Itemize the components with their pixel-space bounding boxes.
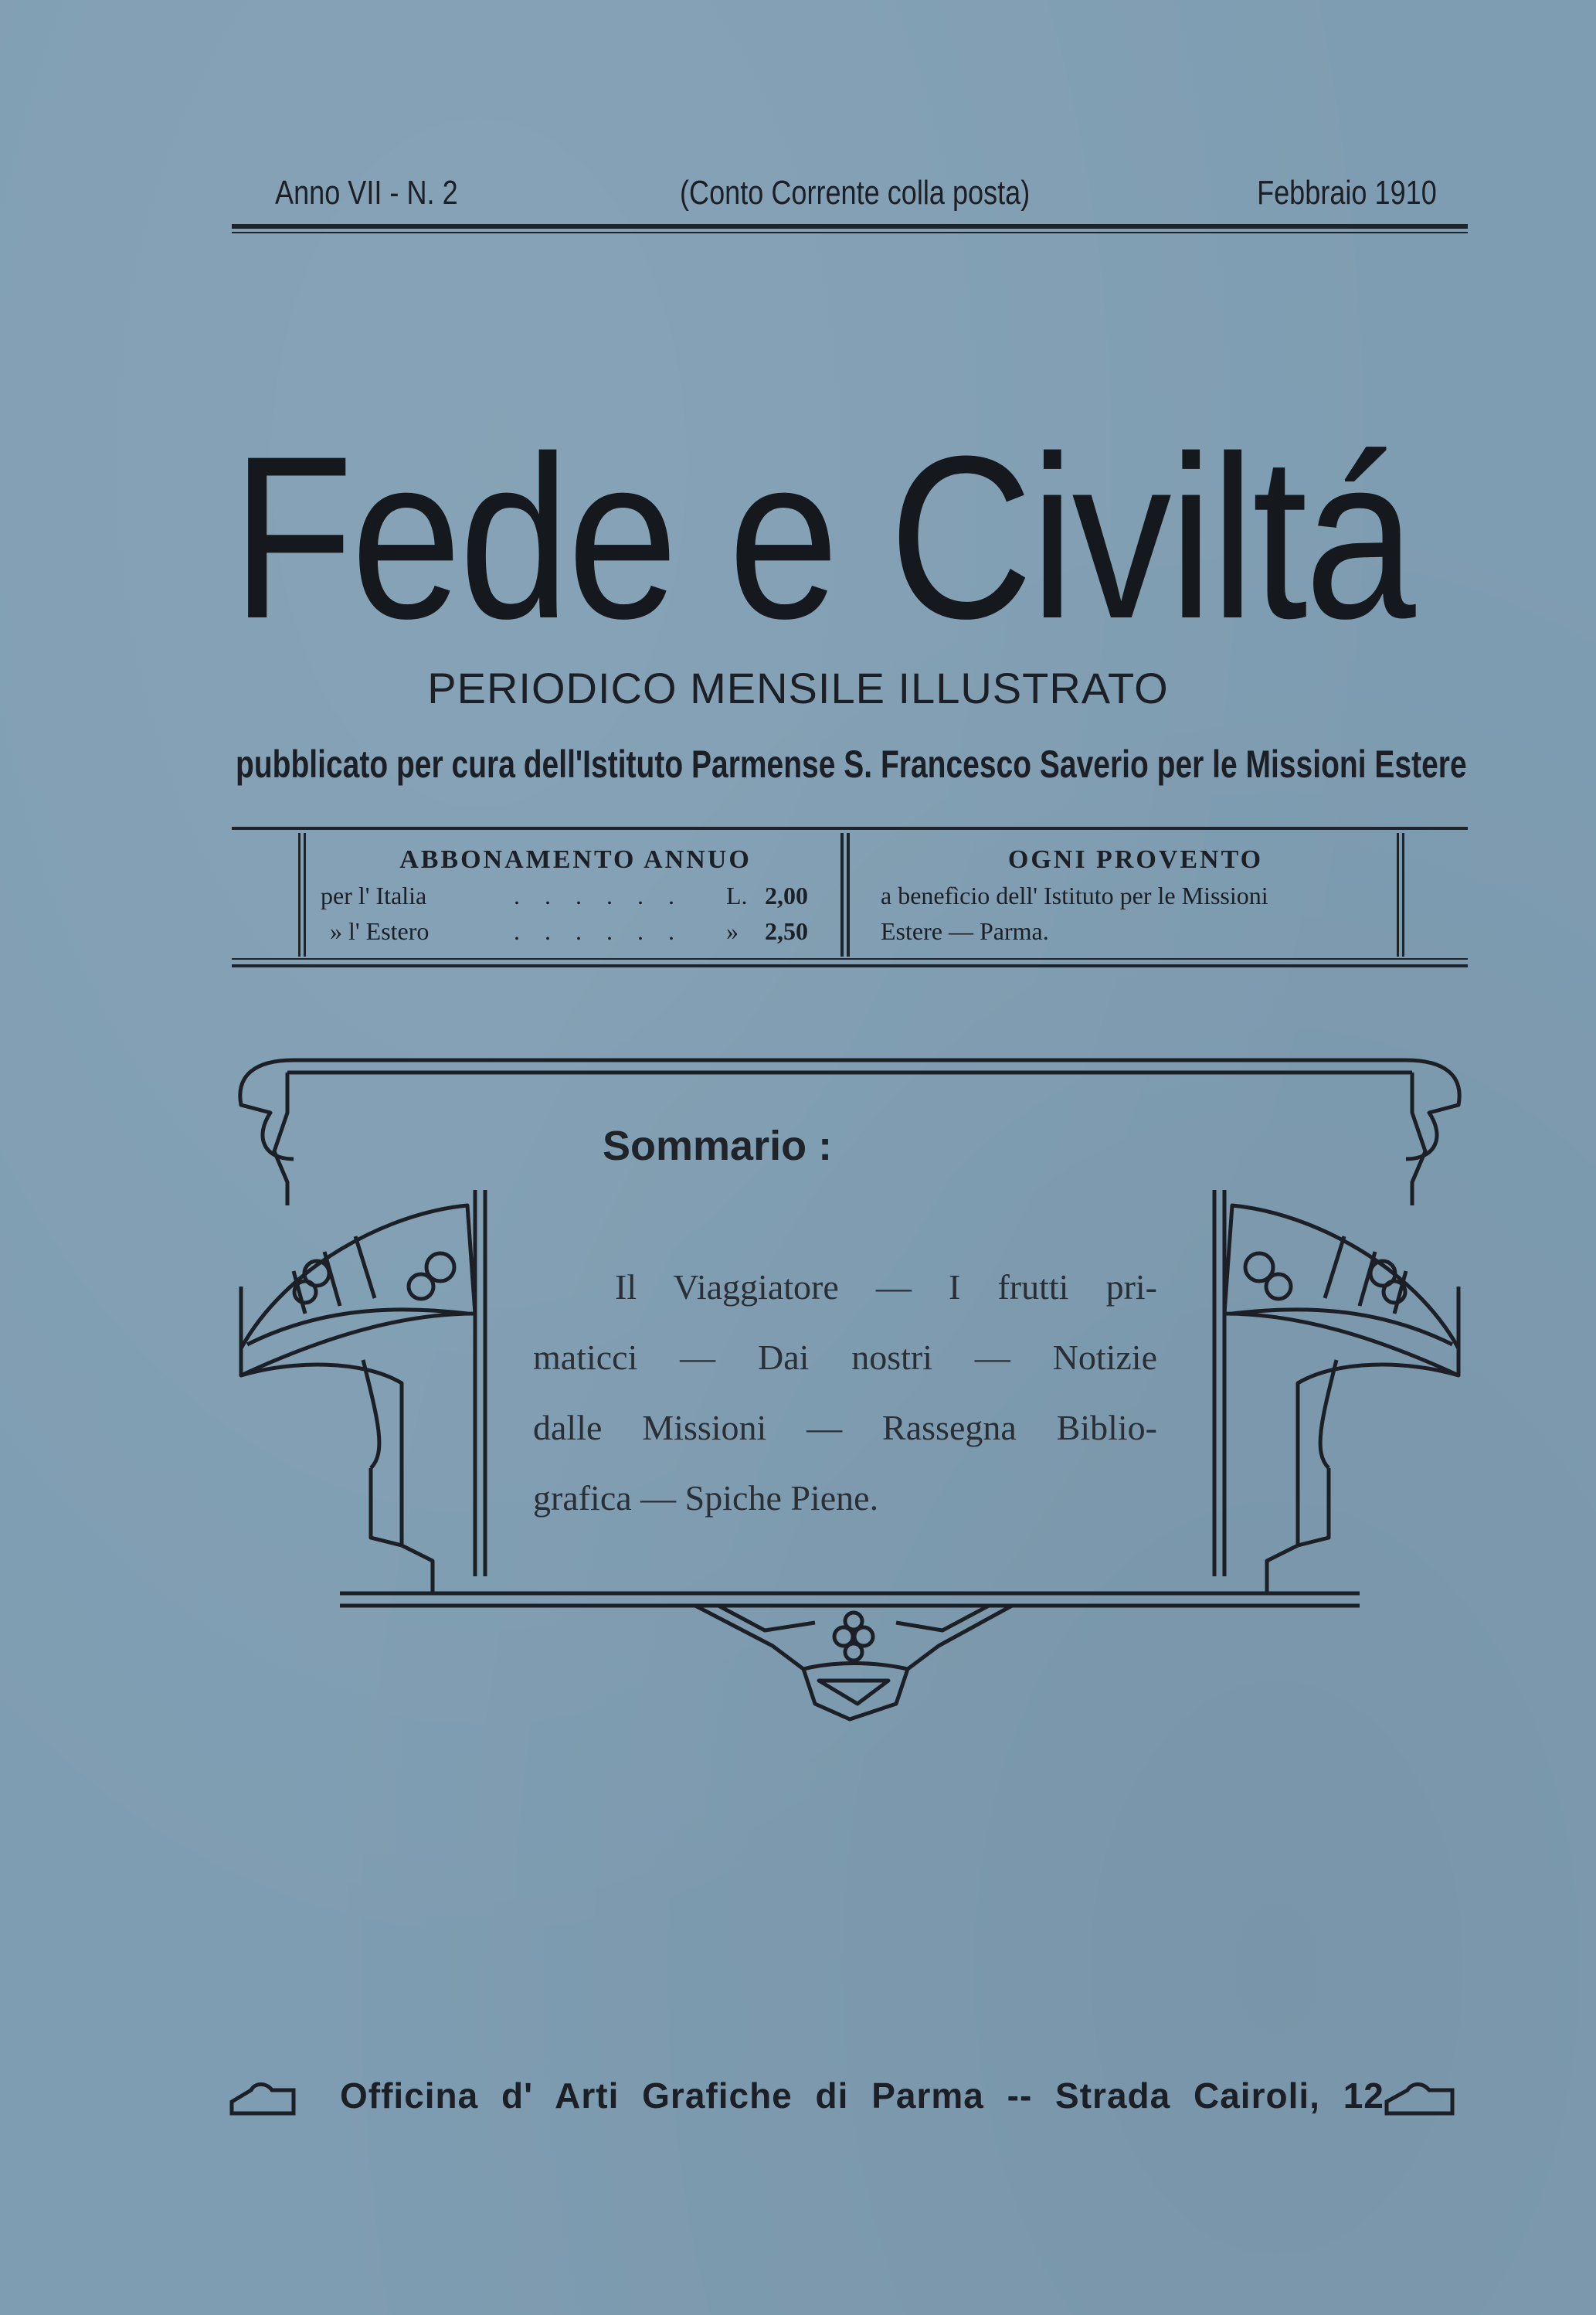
proceeds-heading: OGNI PROVENTO — [1007, 845, 1264, 874]
summary-line-3: dalle Missioni — Rassegna Biblio- — [533, 1408, 1157, 1447]
postal-note: (Conto Corrente colla posta) — [680, 174, 1031, 212]
price-row-italy: per l' Italia . . . . . . L. 2,00 — [321, 882, 808, 909]
magazine-subtitle: PERIODICO MENSILE ILLUSTRATO — [427, 664, 1169, 712]
summary-contents — [533, 1252, 1157, 1533]
summary-line-1: Il Viaggiatore — I frutti pri- — [615, 1267, 1157, 1307]
footer-left-ornament-icon — [232, 2085, 294, 2114]
footer-right-ornament-icon — [1387, 2085, 1452, 2114]
proceeds-line-2: Estere — Parma. — [881, 917, 1049, 945]
price-row-abroad: » l' Estero . . . . . . » 2,50 — [330, 917, 808, 945]
summary-line-4: grafica — Spiche Piene. — [533, 1478, 879, 1518]
issue-number: Anno VII - N. 2 — [275, 174, 458, 212]
proceeds-line-1: a benefìcio dell' Istituto per le Missioni — [881, 882, 1268, 909]
publisher-line: pubblicato per cura dell'Istituto Parmense S. Francesco Saverio per le Missioni Estere — [236, 743, 1467, 786]
subscription-heading: ABBONAMENTO ANNUO — [399, 845, 752, 874]
printer-imprint: Officina d' Arti Grafiche di Parma -- Strada Cairoli, 12 — [340, 2075, 1384, 2116]
summary-heading: Sommario : — [603, 1123, 833, 1169]
summary-line-2: maticci — Dai nostri — Notizie — [533, 1338, 1157, 1377]
magazine-title: Fede e Civiltá — [232, 407, 1414, 667]
issue-date: Febbraio 1910 — [1257, 174, 1437, 212]
